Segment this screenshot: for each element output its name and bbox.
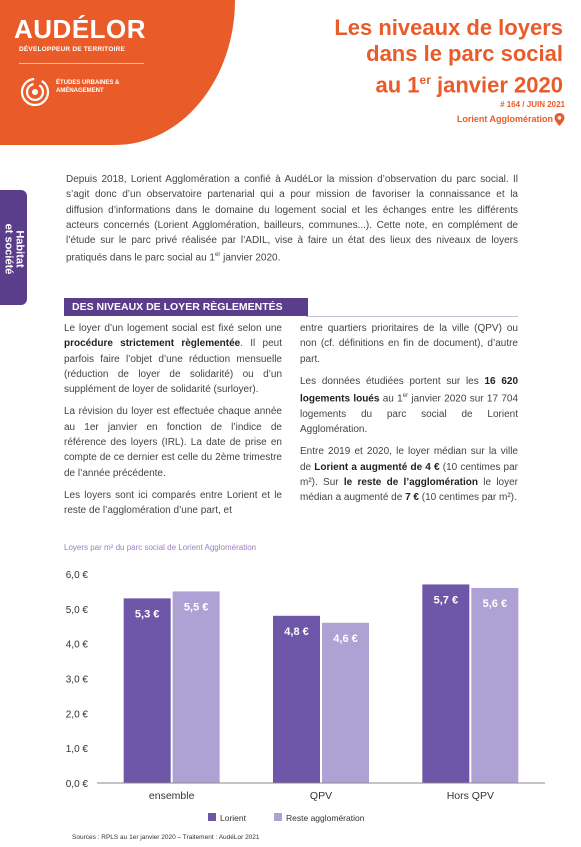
bar-value-label: 5,3 € (134, 608, 160, 621)
section-tab (0, 190, 27, 305)
section-tab-label: Habitat et société (2, 223, 26, 275)
rent-bar-chart (0, 560, 581, 832)
territory-label: Lorient Agglomération (456, 114, 553, 124)
section-heading: DES NIVEAUX DE LOYER RÈGLEMENTÉS (64, 298, 308, 316)
bar-value-label: 5,6 € (482, 597, 508, 610)
paragraph: Les données étudiées portent sur les 16 620 logements loués au 1er janvier 2020 sur 17 704 logements du parc social de Lorient Agglomération. (300, 375, 519, 436)
body-column-left (64, 321, 282, 526)
legend-swatch (208, 813, 216, 821)
x-category-label: Hors QPV (446, 790, 494, 802)
logo-divider (19, 63, 144, 64)
y-tick-label: 6,0 € (65, 570, 88, 581)
bar-reste (471, 588, 518, 783)
intro-paragraph: Depuis 2018, Lorient Agglomération a confié à AudéLor la mission d’observation du parc social. Il s’agit donc d’un observatoire partenarial qui a pour mission de favoriser la connaissance et la diffusion d’informations dans le domaine du logement social et les échanges entre les différents acteurs concernés (Lorient Agglomération, bailleurs, communes...). Cette note, en complément de l’étude sur le parc privé réalisée par l’ADIL, vise à faire un état des lieux des niveaux de loyers pratiqués dans le parc social au 1er janvier 2020. (66, 174, 518, 264)
bar-reste (322, 623, 369, 783)
y-tick-label: 4,0 € (65, 639, 88, 651)
section-divider (306, 316, 518, 317)
paragraph: Les loyers sont ici comparés entre Lorient et le reste de l’agglomération d’une part, et (64, 489, 282, 517)
paragraph: La révision du loyer est effectuée chaque année au 1er janvier en fonction de l’indice de référence des loyers (IRL). La date de prise en compte de ce dernier est celle du 2ème trimestre de l’année précédente. (64, 406, 282, 479)
audelor-logo: AUDÉLOR (14, 14, 147, 44)
map-pin-icon (554, 113, 565, 126)
y-tick-label: 2,0 € (65, 709, 88, 721)
paragraph: Entre 2019 et 2020, le loyer médian sur la ville de Lorient a augmenté de 4 € (10 centimes par m²). Sur le reste de l’agglomération le loyer médian a augmenté de 7 € (10 centimes par m²). (300, 446, 519, 504)
x-category-label: QPV (309, 790, 333, 802)
paragraph: entre quartiers prioritaires de la ville (QPV) ou non (cf. définitions en fin de document), d’autre part. (300, 323, 518, 365)
bar-value-label: 5,5 € (183, 601, 209, 614)
legend-label: Reste agglomération (286, 813, 365, 823)
chart-caption: Loyers par m² du parc social de Lorient Agglomération (64, 543, 257, 552)
paragraph: Le loyer d’un logement social est fixé selon une procédure strictement règlementée. Il peut parfois faire l’objet d’une réduction mensuelle (réduction de loyer de solidarité) ou d’un supplément de loyer de solidarité (surloyer). (64, 323, 282, 396)
bar-reste (173, 591, 220, 783)
bar-lorient (124, 598, 171, 783)
bar-lorient (422, 584, 469, 783)
y-tick-label: 0,0 € (65, 779, 88, 790)
x-category-label: ensemble (148, 790, 195, 802)
sources-note: Sources : RPLS au 1er janvier 2020 – Traitement : AudéLor 2021 (72, 834, 260, 841)
page-title: Les niveaux de loyers dans le parc social au 1er janvier 2020 (334, 15, 563, 98)
spiral-emblem-icon (20, 77, 50, 107)
bar-value-label: 4,8 € (284, 625, 309, 638)
body-column-right (300, 321, 518, 513)
bar-lorient (273, 616, 320, 783)
legend-label: Lorient (220, 813, 246, 823)
legend-swatch (274, 813, 282, 821)
emblem-label: ÉTUDES URBAINES & AMÉNAGEMENT (56, 80, 120, 94)
bar-value-label: 4,6 € (333, 632, 358, 645)
y-tick-label: 1,0 € (65, 744, 88, 756)
bar-value-label: 5,7 € (433, 594, 459, 607)
y-tick-label: 3,0 € (65, 674, 88, 686)
logo-subtitle: DÉVELOPPEUR DE TERRITOIRE (19, 46, 126, 53)
issue-number: # 164 / JUIN 2021 (500, 100, 565, 109)
y-tick-label: 5,0 € (65, 604, 88, 616)
